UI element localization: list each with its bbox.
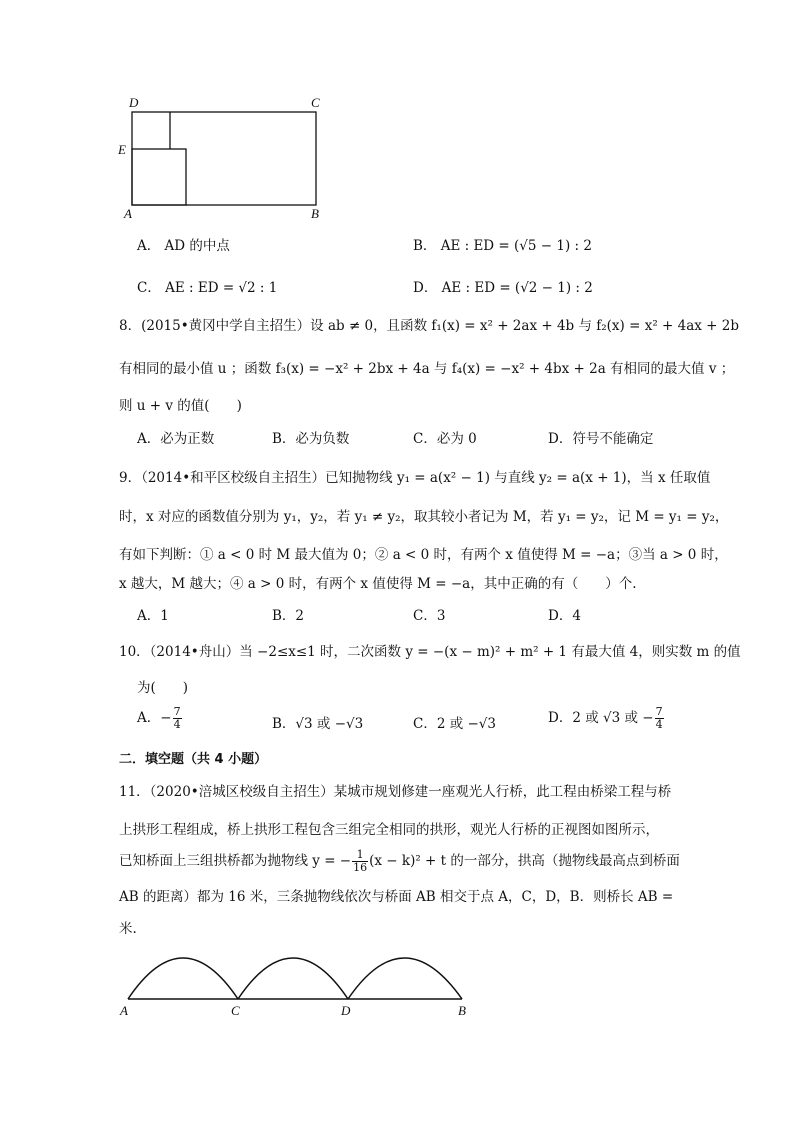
arch-1 [128, 958, 238, 999]
q11-line1: 11．（2020•涪城区校级自主招生）某城市规划修建一座观光人行桥，此工程由桥梁工程与桥 [119, 784, 672, 800]
q11-fraction [352, 849, 368, 874]
fraction-numerator: 7 [173, 705, 181, 718]
label-b: B [458, 1003, 466, 1018]
bridge-arch-figure [110, 935, 480, 1025]
q8-option-b: B．必为负数 [272, 431, 350, 447]
rectangle-figure [110, 90, 340, 225]
q9-line4: x 越大，M 越大；④ a > 0 时，有两个 x 值使得 M = −a，其中正确的有（ ）个. [119, 576, 637, 592]
q11-line4: AB 的距离）都为 16 米，三条抛物线依次与桥面 AB 相交于点 A，C，D，B．则桥长 AB = [119, 889, 674, 905]
q8-option-c: C．必为 0 [413, 431, 477, 447]
q10-option-a-prefix: A． [137, 710, 161, 726]
label-c: C [311, 95, 320, 110]
q11-line3 [119, 849, 680, 874]
q9-option-a: A．1 [137, 608, 169, 624]
q10-option-d [548, 706, 665, 731]
q10-option-a-sign: − [160, 710, 172, 726]
q10-line1: 10．（2014•舟山）当 −2≤x≤1 时，二次函数 y = −(x − m)² + m² + 1 有最大值 4，则实数 m 的值 [119, 644, 741, 660]
q9-line2: 时，x 对应的函数值分别为 y₁，y₂，若 y₁ ≠ y₂，取其较小者记为 M，若 y₁ = y₂，记 M = y₁ = y₂， [119, 509, 729, 525]
q9-line1: 9．（2014•和平区校级自主招生）已知抛物线 y₁ = a(x² − 1) 与直线 y₂ = a(x + 1)，当 x 任取值 [119, 470, 711, 486]
q7-option-a: A． AD 的中点 [137, 238, 230, 254]
q11-line2: 上拱形工程组成，桥上拱形工程包含三组完全相同的拱形，观光人行桥的正视图如图所示， [119, 822, 659, 838]
q11-line3-post: (x − k)² + t 的一部分，拱高（抛物线最高点到桥面 [369, 853, 680, 869]
section-heading: 二．填空题（共 4 小题） [119, 752, 268, 767]
label-a: A [120, 1003, 128, 1018]
q10-option-d-fraction [655, 706, 664, 731]
label-d: D [129, 95, 139, 110]
q7-option-b: B． AE : ED = (√5 − 1) : 2 [413, 238, 592, 254]
q11-line5: 米. [119, 921, 137, 937]
q8-option-d: D．符号不能确定 [548, 431, 654, 447]
label-c: C [231, 1003, 240, 1018]
q10-option-a-fraction [173, 706, 182, 731]
q10-line2: 为( ) [137, 680, 189, 696]
q8-line3: 则 u + v 的值( ) [119, 398, 242, 414]
q9-option-d: D．4 [548, 608, 581, 624]
q8-line2: 有相同的最小值 u ；函数 f₃(x) = −x² + 2bx + 4a 与 f₄(x) = −x² + 4bx + 2a 有相同的最大值 v ； [119, 361, 735, 377]
fraction-denominator: 16 [353, 861, 368, 874]
q7-option-d: D． AE : ED = (√2 − 1) : 2 [413, 280, 593, 296]
fraction-numerator: 1 [352, 849, 368, 862]
fraction-denominator: 4 [173, 718, 181, 731]
q10-option-b: B．√3 或 −√3 [272, 716, 364, 732]
q10-option-c: C．2 或 −√3 [413, 716, 497, 732]
q8-option-a: A．必为正数 [137, 431, 215, 447]
q8-line1: 8．(2015•黄冈中学自主招生）设 ab ≠ 0，且函数 f₁(x) = x² + 2ax + 4b 与 f₂(x) = x² + 4ax + 2b [119, 318, 740, 334]
label-e: E [118, 142, 126, 157]
arch-2 [238, 958, 348, 999]
label-d: D [341, 1003, 351, 1018]
fraction-numerator: 7 [655, 705, 663, 718]
fraction-denominator: 4 [655, 718, 663, 731]
q9-line3: 有如下判断：① a < 0 时 M 最大值为 0；② a < 0 时，有两个 x 值使得 M = −a；③当 a > 0 时， [119, 547, 728, 563]
q7-option-c: C． AE : ED = √2 : 1 [137, 280, 278, 296]
q9-option-c: C．3 [413, 608, 446, 624]
q10-option-a [137, 706, 183, 731]
arch-3 [348, 958, 462, 999]
label-a: A [124, 206, 132, 221]
label-b: B [311, 206, 319, 221]
q11-line3-pre: 已知桥面上三组拱桥都为抛物线 y = − [119, 853, 352, 869]
q9-option-b: B．2 [272, 608, 305, 624]
q10-option-d-prefix: D．2 或 √3 或 − [548, 710, 654, 726]
